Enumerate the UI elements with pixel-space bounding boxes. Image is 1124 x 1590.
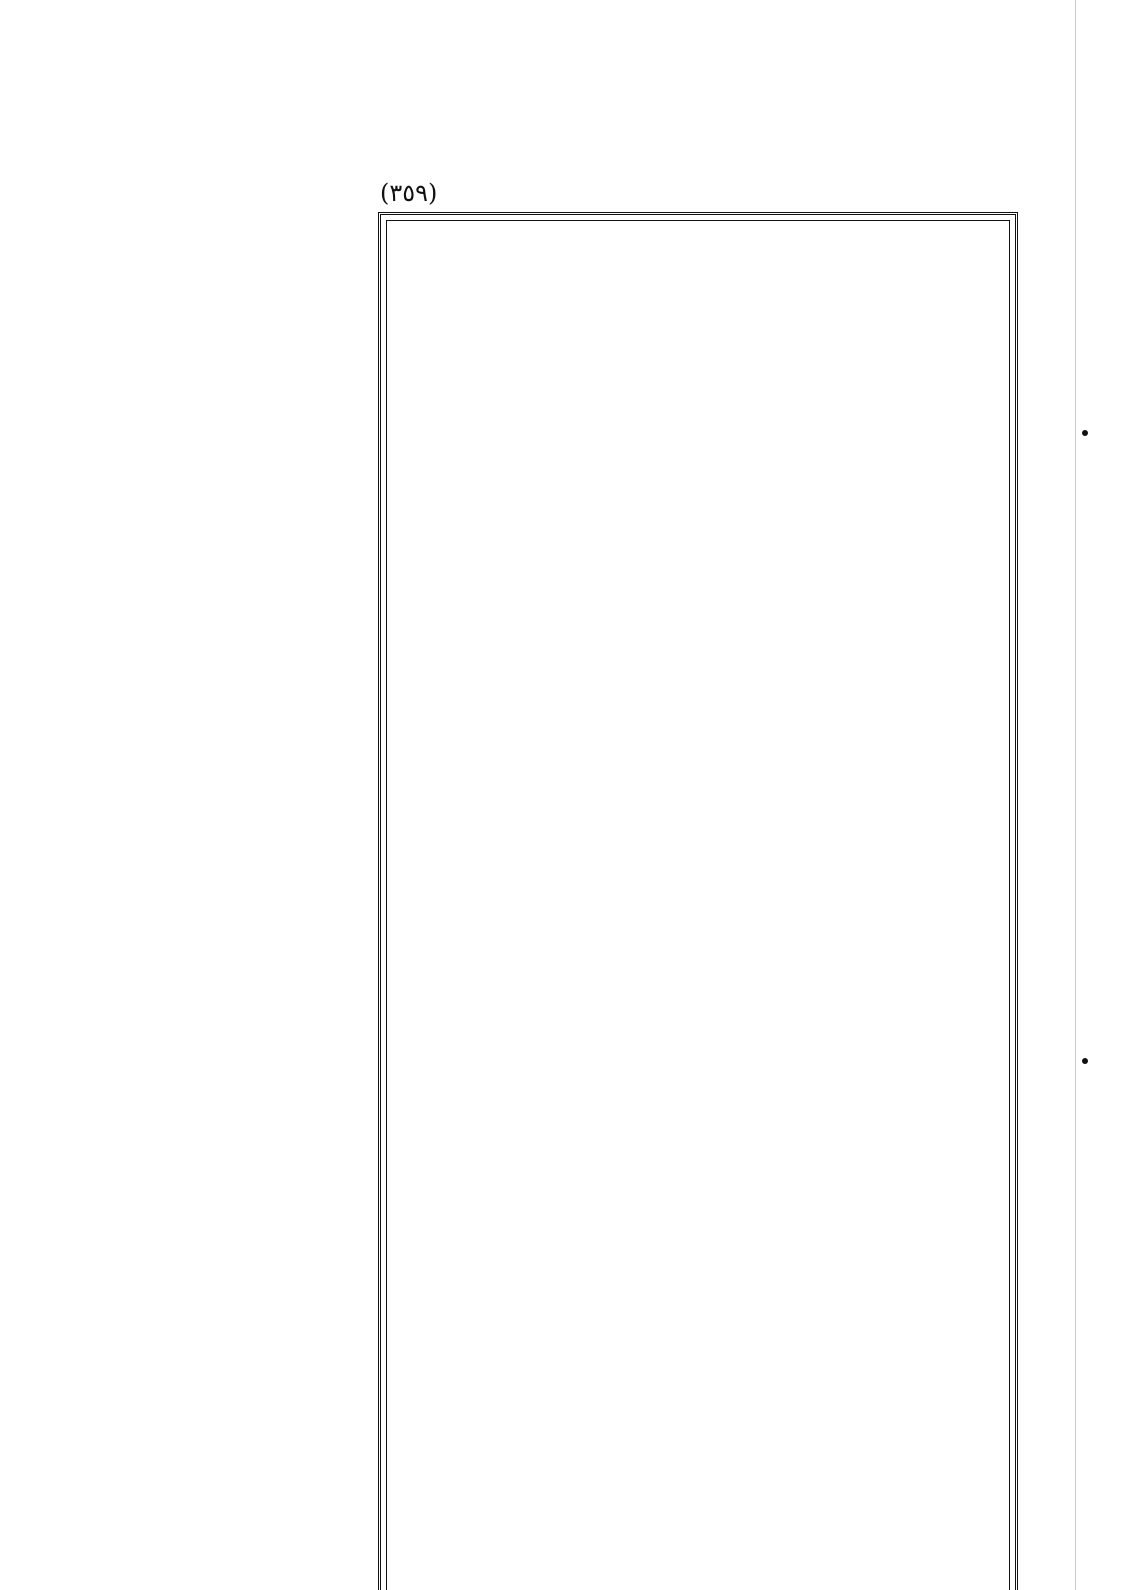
main-text-line xyxy=(402,1114,994,1144)
main-text-line xyxy=(402,1198,994,1228)
main-text-line xyxy=(402,1156,994,1186)
side-column-line xyxy=(96,1324,366,1354)
side-column-line xyxy=(96,752,366,782)
side-column-line xyxy=(96,620,366,650)
side-column-line xyxy=(96,400,366,430)
main-text-line xyxy=(402,1534,994,1564)
side-column-text-block xyxy=(96,212,366,1590)
page-edge-line xyxy=(1075,0,1076,1590)
side-column-line xyxy=(96,1544,366,1574)
main-text-line xyxy=(402,1282,994,1312)
side-column-line xyxy=(96,1060,366,1090)
main-text-line xyxy=(402,274,994,304)
main-text-line xyxy=(402,1240,994,1270)
header-line xyxy=(115,104,1010,134)
main-text-line xyxy=(402,442,994,472)
side-column-line xyxy=(96,312,366,342)
side-column-line xyxy=(96,1192,366,1222)
margin-mark xyxy=(1082,430,1088,436)
main-text-line xyxy=(402,526,994,556)
side-column-line xyxy=(96,708,366,738)
main-text-line xyxy=(402,358,994,388)
side-column-line xyxy=(96,576,366,606)
side-column-line xyxy=(96,1280,366,1310)
side-column-line xyxy=(96,972,366,1002)
side-column-line xyxy=(96,928,366,958)
side-column-line xyxy=(96,444,366,474)
main-text-line xyxy=(402,610,994,640)
main-text-line xyxy=(402,1366,994,1396)
margin-mark xyxy=(1082,1058,1088,1064)
main-text-line xyxy=(402,1492,994,1522)
side-column-line xyxy=(96,1456,366,1486)
header-text-block xyxy=(115,40,1010,210)
header-line xyxy=(115,136,1010,166)
main-text-line xyxy=(402,904,994,934)
main-text-line xyxy=(402,820,994,850)
main-text-line xyxy=(402,1324,994,1354)
main-text-line xyxy=(402,568,994,598)
main-text-line xyxy=(402,736,994,766)
main-text-line xyxy=(402,484,994,514)
side-column-line xyxy=(96,356,366,386)
main-text-line xyxy=(402,946,994,976)
header-line xyxy=(115,40,1010,70)
side-column-line xyxy=(96,796,366,826)
side-column-line xyxy=(96,1148,366,1178)
side-column-line xyxy=(96,1016,366,1046)
main-text-line xyxy=(402,652,994,682)
main-text-line xyxy=(402,232,994,262)
main-text-line xyxy=(402,694,994,724)
main-text-line xyxy=(402,1072,994,1102)
side-column-line xyxy=(96,1412,366,1442)
side-column-line xyxy=(96,532,366,562)
side-column-line xyxy=(96,884,366,914)
main-text-line xyxy=(402,862,994,892)
side-column-line xyxy=(96,1236,366,1266)
main-text-line xyxy=(402,316,994,346)
header-line xyxy=(115,72,1010,102)
side-column-line xyxy=(96,1368,366,1398)
main-text-line xyxy=(402,1450,994,1480)
main-text-line xyxy=(402,400,994,430)
main-text-frame xyxy=(378,212,1018,1590)
side-column-line xyxy=(96,1104,366,1134)
side-column-line xyxy=(96,1500,366,1530)
main-text-line xyxy=(402,1408,994,1438)
side-column-line xyxy=(96,840,366,870)
side-column-line xyxy=(96,488,366,518)
page-number: (٣٥٩) xyxy=(380,179,438,207)
main-text-line xyxy=(402,988,994,1018)
main-text-line xyxy=(402,778,994,808)
main-text-line xyxy=(402,1576,994,1590)
header-line xyxy=(115,168,1010,198)
side-column-line xyxy=(96,268,366,298)
side-column-line xyxy=(96,224,366,254)
side-column-line xyxy=(96,664,366,694)
main-text-line xyxy=(402,1030,994,1060)
